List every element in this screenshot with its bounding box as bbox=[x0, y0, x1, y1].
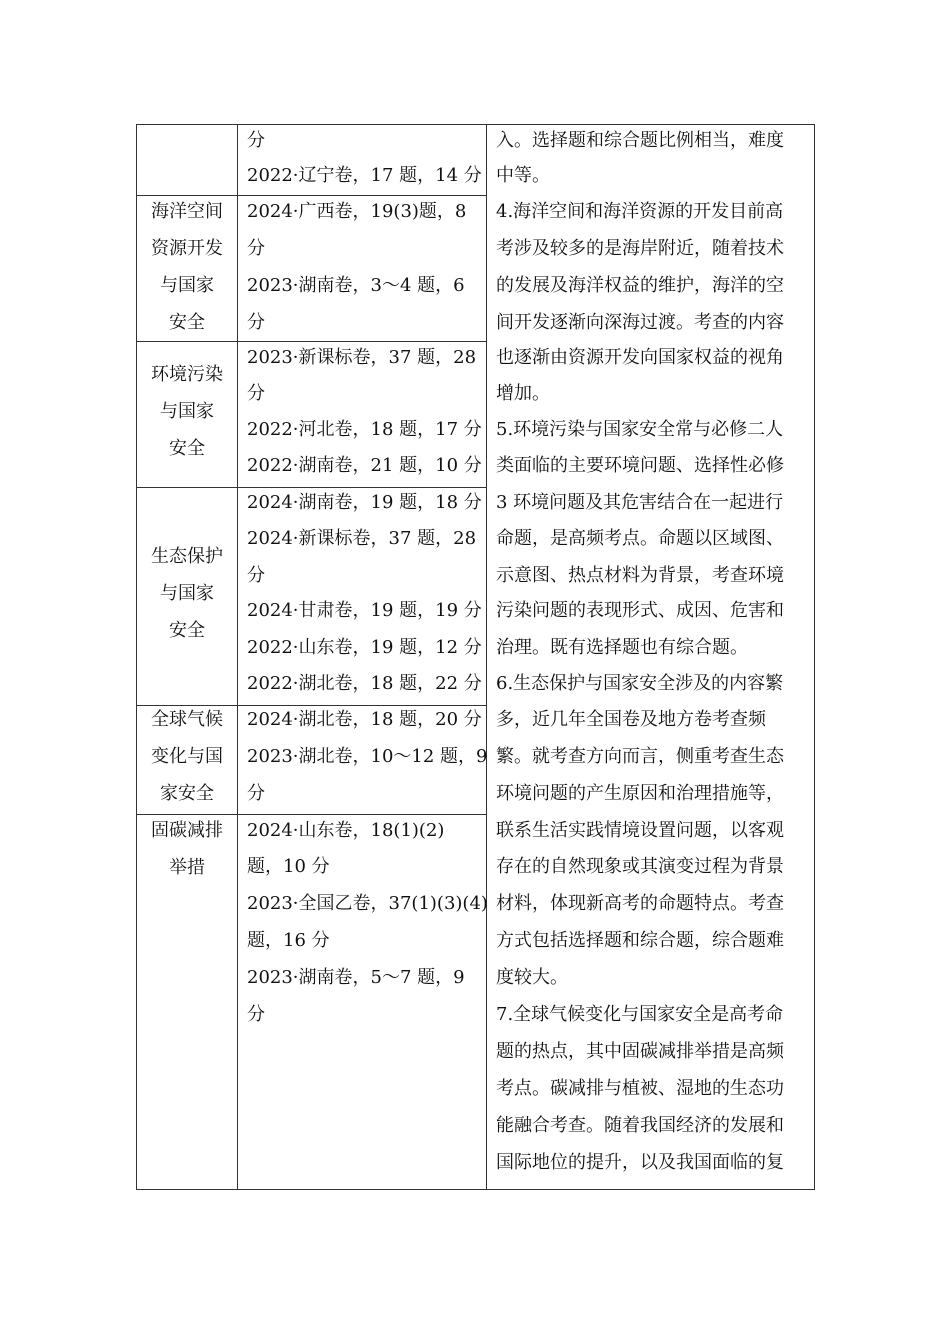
column-divider bbox=[486, 125, 487, 1189]
topic-name-line: 安全 bbox=[169, 620, 205, 641]
column-divider bbox=[237, 125, 238, 1189]
exam-record-line: 2024·甘肃卷，19 题，19 分 bbox=[247, 600, 482, 621]
analysis-line: 方式包括选择题和综合题，综合题难 bbox=[496, 930, 784, 951]
analysis-line: 多，近几年全国卷及地方卷考查频 bbox=[496, 709, 766, 730]
analysis-line: 考涉及较多的是海岸附近，随着技术 bbox=[496, 238, 784, 259]
analysis-line: 题的热点，其中固碳减排举措是高频 bbox=[496, 1041, 784, 1062]
topic-name-line: 固碳减排 bbox=[151, 820, 223, 841]
analysis-line: 6.生态保护与国家安全涉及的内容繁 bbox=[496, 673, 784, 694]
analysis-line: 联系生活实践情境设置问题，以客观 bbox=[496, 820, 784, 841]
topic-name-line: 与国家 bbox=[160, 401, 214, 422]
analysis-line: 示意图、热点材料为背景，考查环境 bbox=[496, 565, 784, 586]
exam-record-line: 分 bbox=[247, 1004, 265, 1025]
exam-record-line: 分 bbox=[247, 312, 265, 333]
topic-name-line: 安全 bbox=[169, 312, 205, 333]
exam-record-line: 分 bbox=[247, 130, 265, 151]
topic-name-line: 变化与国 bbox=[151, 746, 223, 767]
topic-name-line: 资源开发 bbox=[151, 238, 223, 259]
exam-record-line: 2023·湖北卷，10～12 题，9 bbox=[247, 746, 488, 767]
exam-record-line: 2023·新课标卷，37 题，28 bbox=[247, 347, 477, 368]
topic-name-line: 与国家 bbox=[160, 583, 214, 604]
exam-record-line: 2024·山东卷，18(1)(2) bbox=[247, 820, 445, 841]
exam-record-line: 2022·湖北卷，18 题，22 分 bbox=[247, 673, 482, 694]
exam-record-line: 分 bbox=[247, 783, 265, 804]
analysis-line: 间开发逐渐向深海过渡。考查的内容 bbox=[496, 312, 784, 333]
topic-name-line: 全球气候 bbox=[151, 709, 223, 730]
exam-record-line: 2024·新课标卷，37 题，28 bbox=[247, 528, 477, 549]
exam-record-line: 2022·河北卷，18 题，17 分 bbox=[247, 419, 482, 440]
analysis-line: 3 环境问题及其危害结合在一起进行 bbox=[496, 492, 784, 513]
topic-name-line: 与国家 bbox=[160, 275, 214, 296]
exam-record-line: 题，10 分 bbox=[247, 856, 330, 877]
exam-record-line: 2024·广西卷，19(3)题，8 bbox=[247, 201, 467, 222]
exam-record-line: 2022·湖南卷，21 题，10 分 bbox=[247, 455, 482, 476]
analysis-line: 命题，是高频考点。命题以区域图、 bbox=[496, 528, 784, 549]
analysis-line: 5.环境污染与国家安全常与必修二人 bbox=[496, 419, 784, 440]
analysis-line: 治理。既有选择题也有综合题。 bbox=[496, 637, 748, 658]
exam-record-line: 2023·湖南卷，5～7 题，9 bbox=[247, 967, 465, 988]
analysis-line: 的发展及海洋权益的维护，海洋的空 bbox=[496, 275, 784, 296]
exam-record-line: 2022·山东卷，19 题，12 分 bbox=[247, 637, 482, 658]
topic-name-line: 举措 bbox=[169, 857, 205, 878]
exam-record-line: 2024·湖北卷，18 题，20 分 bbox=[247, 709, 482, 730]
analysis-line: 存在的自然现象或其演变过程为背景 bbox=[496, 856, 784, 877]
exam-record-line: 分 bbox=[247, 383, 265, 404]
analysis-line: 类面临的主要环境问题、选择性必修 bbox=[496, 455, 784, 476]
analysis-line: 增加。 bbox=[496, 383, 550, 404]
analysis-line: 度较大。 bbox=[496, 967, 568, 988]
topic-table bbox=[136, 124, 815, 1190]
exam-record-line: 2023·湖南卷，3～4 题，6 bbox=[247, 275, 465, 296]
analysis-line: 环境问题的产生原因和治理措施等， bbox=[496, 783, 784, 804]
analysis-line: 繁。就考查方向而言，侧重考查生态 bbox=[496, 746, 784, 767]
topic-name-line: 家安全 bbox=[160, 783, 214, 804]
analysis-line: 7.全球气候变化与国家安全是高考命 bbox=[496, 1004, 784, 1025]
analysis-line: 污染问题的表现形式、成因、危害和 bbox=[496, 600, 784, 621]
exam-record-line: 2022·辽宁卷，17 题，14 分 bbox=[247, 165, 482, 186]
exam-record-line: 2023·全国乙卷，37(1)(3)(4) bbox=[247, 893, 488, 914]
analysis-line: 也逐渐由资源开发向国家权益的视角 bbox=[496, 347, 784, 368]
analysis-line: 入。选择题和综合题比例相当，难度 bbox=[496, 130, 784, 151]
topic-name-line: 环境污染 bbox=[151, 364, 223, 385]
analysis-line: 材料，体现新高考的命题特点。考查 bbox=[496, 893, 784, 914]
topic-name-line: 安全 bbox=[169, 438, 205, 459]
exam-record-line: 2024·湖南卷，19 题，18 分 bbox=[247, 492, 482, 513]
topic-name-line: 生态保护 bbox=[151, 546, 223, 567]
exam-record-line: 分 bbox=[247, 238, 265, 259]
analysis-line: 中等。 bbox=[496, 165, 550, 186]
analysis-line: 4.海洋空间和海洋资源的开发目前高 bbox=[496, 201, 784, 222]
exam-record-line: 分 bbox=[247, 565, 265, 586]
analysis-line: 国际地位的提升，以及我国面临的复 bbox=[496, 1152, 784, 1173]
exam-record-line: 题，16 分 bbox=[247, 930, 330, 951]
analysis-line: 能融合考查。随着我国经济的发展和 bbox=[496, 1115, 784, 1136]
topic-name-line: 海洋空间 bbox=[151, 201, 223, 222]
analysis-line: 考点。碳减排与植被、湿地的生态功 bbox=[496, 1078, 784, 1099]
